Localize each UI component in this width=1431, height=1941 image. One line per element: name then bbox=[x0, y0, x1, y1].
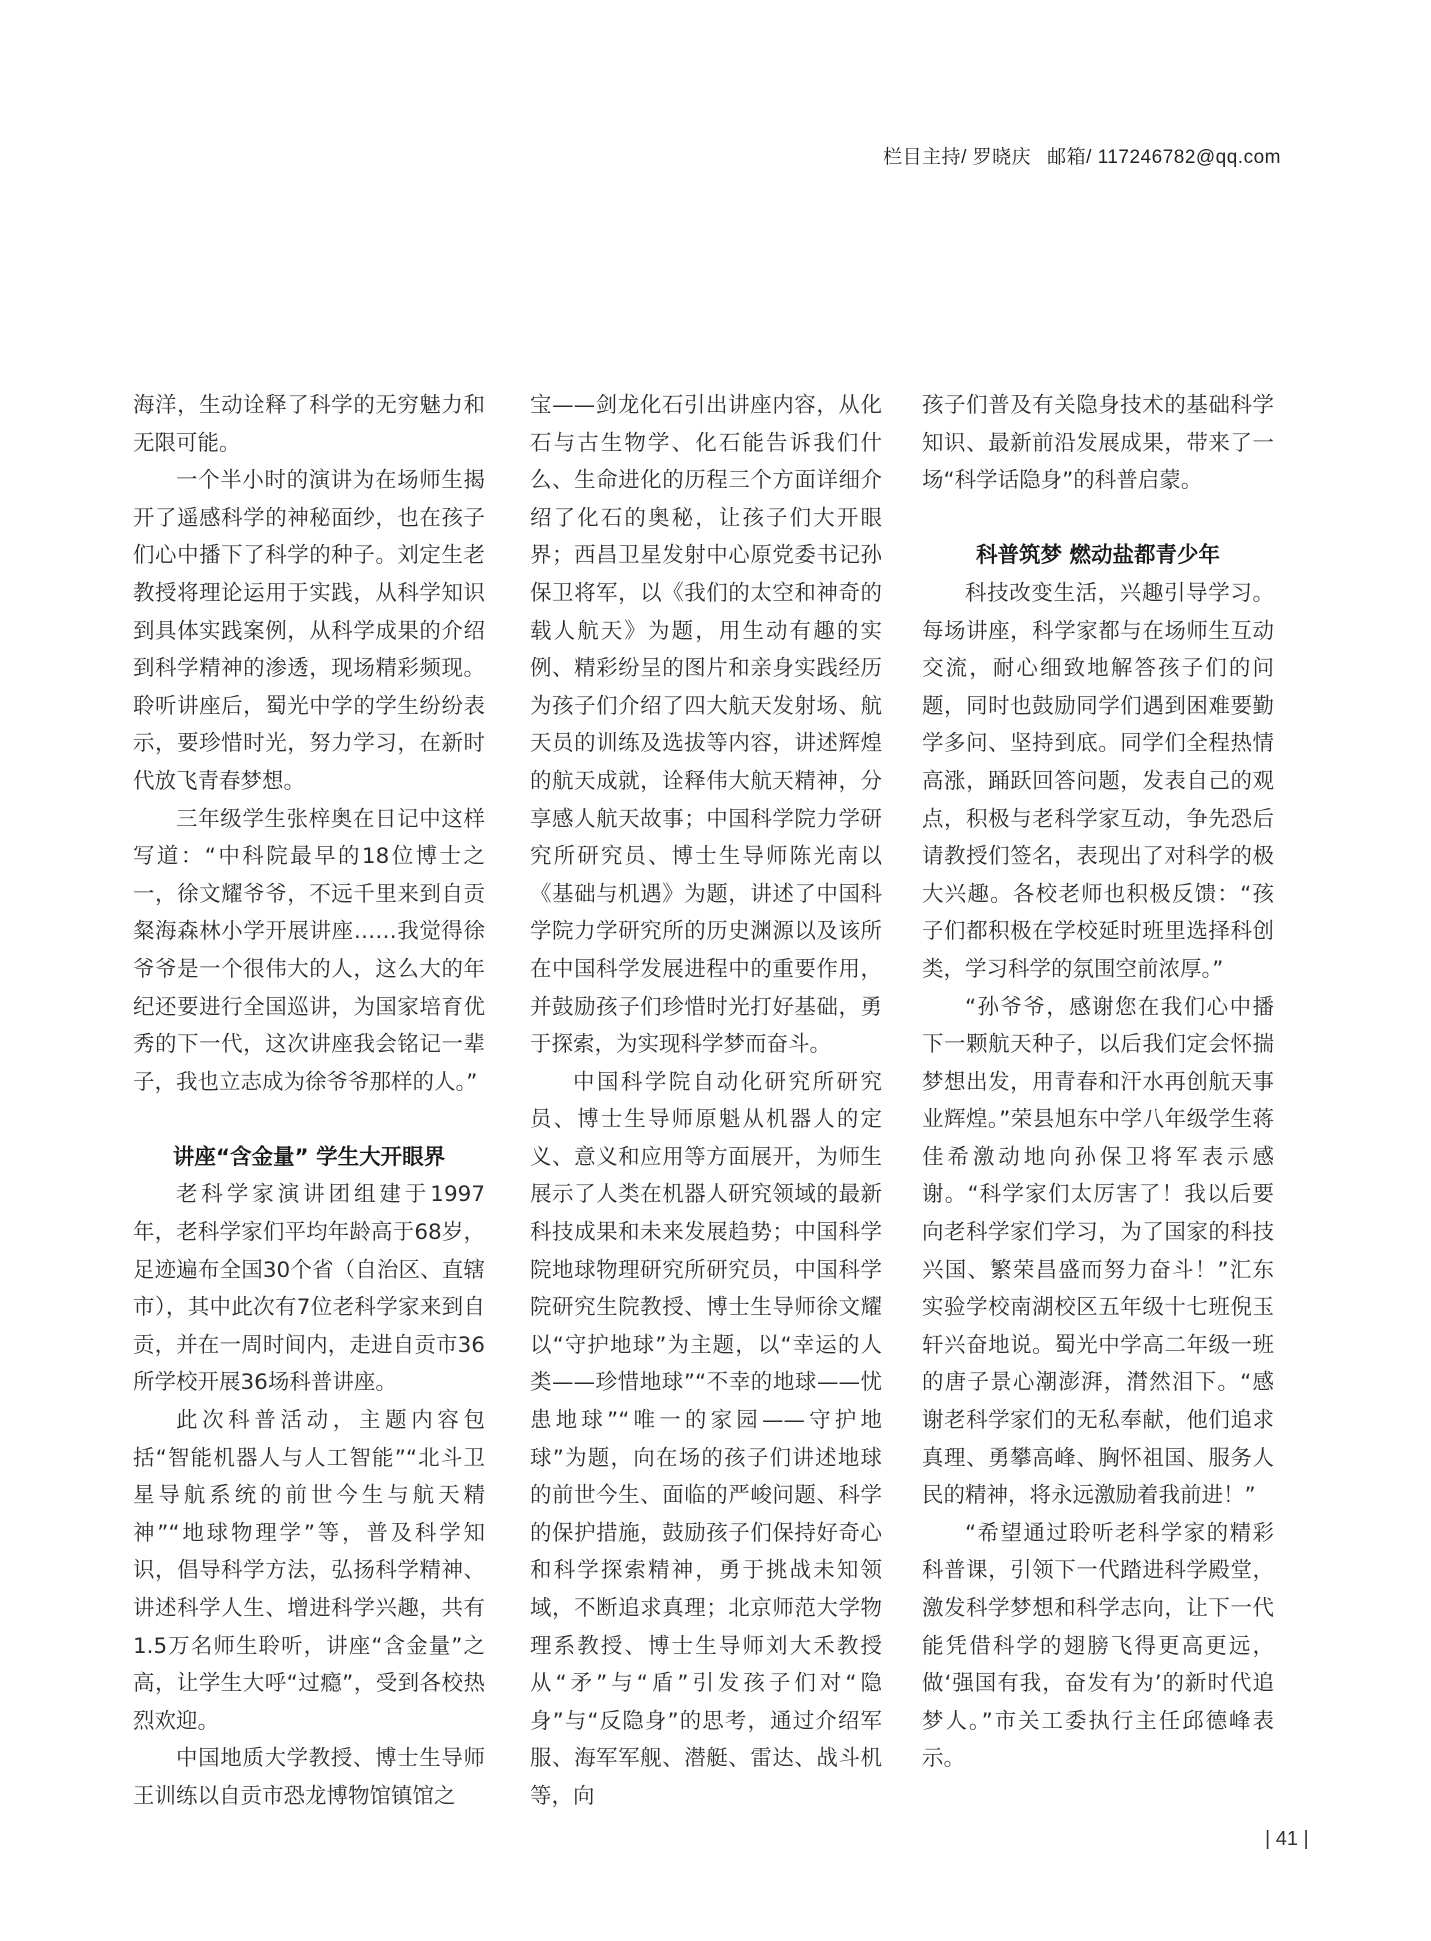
page-number: | 41 | bbox=[1265, 1828, 1309, 1850]
column-host: 栏目主持/ 罗晓庆 bbox=[883, 147, 1032, 168]
section-heading: 科普筑梦 燃动盐都青少年 bbox=[976, 543, 1220, 569]
paragraph: 宝——剑龙化石引出讲座内容，从化石与古生物学、化石能告诉我们什么、生命进化的历程三个方面详细介绍了化石的奥秘，让孩子们大开眼界；西昌卫星发射中心原党委书记孙保卫将军，以《我们的太空和神奇的载人航天》为题，用生动有趣的实例、精彩纷呈的图片和亲身实践经历为孩子们介绍了四大航天发射场、航天员的训练及选拔等内容，讲述辉煌的航天成就，诠释伟大航天精神，分享感人航天故事；中国科学院力学研究所研究员、博士生导师陈光南以《基础与机遇》为题，讲述了中国科学院力学研究所的历史渊源以及该所在中国科学发展进程中的重要作用，并鼓励孩子们珍惜时光打好基础，勇于探索，为实现科学梦而奋斗。 bbox=[530, 393, 882, 1058]
paragraph: 海洋，生动诠释了科学的无穷魅力和无限可能。 bbox=[133, 393, 485, 456]
paragraph: 老科学家演讲团组建于1997年，老科学家们平均年龄高于68岁，足迹遍布全国30个省（自治区、直辖市），其中此次有7位老科学家来到自贡，并在一周时间内，走进自贡市36所学校开展36场科普讲座。 bbox=[133, 1182, 485, 1396]
paragraph: 中国地质大学教授、博士生导师王训练以自贡市恐龙博物馆镇馆之 bbox=[133, 1746, 485, 1809]
paragraph: 科技改变生活，兴趣引导学习。每场讲座，科学家都与在场师生互动交流，耐心细致地解答孩子们的问题，同时也鼓励同学们遇到困难要勤学多问、坚持到底。同学们全程热情高涨，踊跃回答问题，发表自己的观点，积极与老科学家互动，争先恐后请教授们签名，表现出了对科学的极大兴趣。各校老师也积极反馈：“孩子们都积极在学校延时班里选择科创类，学习科学的氛围空前浓厚。” bbox=[922, 580, 1274, 982]
section-heading: 讲座“含金量” 学生大开眼界 bbox=[172, 1144, 446, 1170]
text-column-1 bbox=[133, 387, 485, 1816]
paragraph: “孙爷爷，感谢您在我们心中播下一颗航天种子，以后我们定会怀揣梦想出发，用青春和汗水再创航天事业辉煌。”荣县旭东中学八年级学生蒋佳希激动地向孙保卫将军表示感谢。“科学家们太厉害了！我以后要向老科学家们学习，为了国家的科技兴国、繁荣昌盛而努力奋斗！”汇东实验学校南湖校区五年级十七班倪玉轩兴奋地说。蜀光中学高二年级一班的唐子景心潮澎湃，潸然泪下。“感谢老科学家们的无私奉献，他们追求真理、勇攀高峰、胸怀祖国、服务人民的精神，将永远激励着我前进！” bbox=[922, 994, 1274, 1509]
paragraph: 中国科学院自动化研究所研究员、博士生导师原魁从机器人的定义、意义和应用等方面展开，为师生展示了人类在机器人研究领域的最新科技成果和未来发展趋势；中国科学院地球物理研究所研究员，中国科学院研究生院教授、博士生导师徐文耀以“守护地球”为主题，以“幸运的人类——珍惜地球”“不幸的地球——忧患地球”“唯一的家园——守护地球”为题，向在场的孩子们讲述地球的前世今生、面临的严峻问题、科学的保护措施，鼓励孩子们保持好奇心和科学探索精神，勇于挑战未知领域，不断追求真理；北京师范大学物理系教授、博士生导师刘大禾教授从“矛”与“盾”引发孩子们对“隐身”与“反隐身”的思考，通过介绍军服、海军军舰、潜艇、雷达、战斗机等，向 bbox=[530, 1069, 882, 1809]
paragraph: 孩子们普及有关隐身技术的基础科学知识、最新前沿发展成果，带来了一场“科学话隐身”的科普启蒙。 bbox=[922, 393, 1274, 494]
paragraph: 此次科普活动，主题内容包括“智能机器人与人工智能”“北斗卫星导航系统的前世今生与航天精神”“地球物理学”等，普及科学知识，倡导科学方法，弘扬科学精神、讲述科学人生、增进科学兴趣，共有1.5万名师生聆听，讲座“含金量”之高，让学生大呼“过瘾”，受到各校热烈欢迎。 bbox=[133, 1408, 485, 1734]
paragraph: 三年级学生张梓奥在日记中这样写道：“中科院最早的18位博士之一，徐文耀爷爷，不远千里来到自贡粲海森林小学开展讲座……我觉得徐爷爷是一个很伟大的人，这么大的年纪还要进行全国巡讲，为国家培育优秀的下一代，这次讲座我会铭记一辈子，我也立志成为徐爷爷那样的人。” bbox=[133, 806, 485, 1095]
text-column-2 bbox=[530, 387, 882, 1816]
section-spacer bbox=[133, 1101, 485, 1139]
section-spacer bbox=[922, 500, 1274, 538]
paragraph: 一个半小时的演讲为在场师生揭开了遥感科学的神秘面纱，也在孩子们心中播下了科学的种子。刘定生老教授将理论运用于实践，从科学知识到具体实践案例，从科学成果的介绍到科学精神的渗透，现场精彩频现。聆听讲座后，蜀光中学的学生纷纷表示，要珍惜时光，努力学习，在新时代放飞青春梦想。 bbox=[133, 468, 485, 794]
paragraph: “希望通过聆听老科学家的精彩科普课，引领下一代踏进科学殿堂，激发科学梦想和科学志向，让下一代能凭借科学的翅膀飞得更高更远，做‘强国有我，奋发有为’的新时代追梦人。”市关工委执行主任邱德峰表示。 bbox=[922, 1520, 1274, 1772]
column-header bbox=[883, 142, 1281, 169]
column-email: 邮箱/ 117246782@qq.com bbox=[1047, 147, 1281, 168]
text-column-3 bbox=[922, 387, 1274, 1778]
